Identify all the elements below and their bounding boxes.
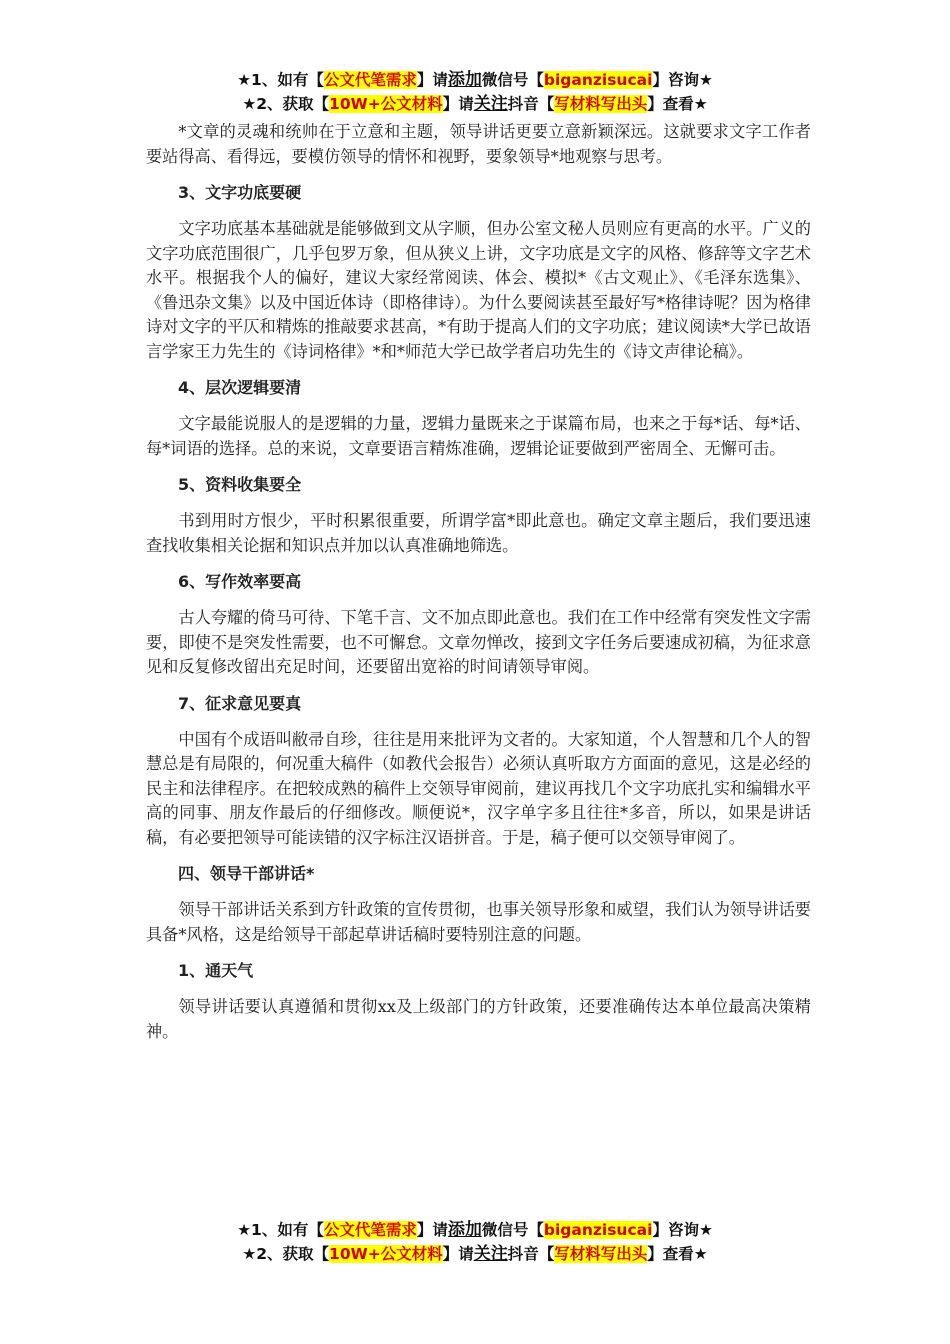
ad-highlight-service: 公文代笔需求	[323, 71, 417, 89]
ad-highlight-materials: 10W+公文材料	[329, 95, 443, 113]
ad-highlight-materials: 10W+公文材料	[329, 1245, 443, 1263]
ad-prefix: ★1、如有【	[237, 71, 324, 89]
intro-paragraph: *文章的灵魂和统帅在于立意和主题，领导讲话更要立意新颖深远。这就要求文字工作者要站得高、看得远，要模仿领导的情怀和视野，要象领导*地观察与思考。	[146, 122, 811, 166]
subsection-heading-1: 1、通天气	[178, 961, 254, 980]
section-paragraph-3: 文字功底基本基础就是能够做到文从字顺，但办公室文秘人员则应有更高的水平。广义的文字功底范围很广，几乎包罗万象，但从狭义上讲，文字功底是文字的风格、修辞等文字艺术水平。根据我个人的偏好，建议大家经常阅读、体会、模拟*《古文观止》、《毛泽东选集》、《鲁迅杂文集》以及中国近体诗（即格律诗）。为什么要阅读甚至最好写*格律诗呢？因为格律诗对文字的平仄和精炼的推敲要求甚高，*有助于提高人们的文字功底；建议阅读*大学已故语言学家王力先生的《诗词格律》*和*师范大学已故学者启功先生的《诗文声律论稿》。	[146, 219, 811, 361]
section-paragraph-6: 古人夸耀的倚马可待、下笔千言、文不加点即此意也。我们在工作中经常有突发性文字需要，即使不是突发性需要，也不可懈怠。文章勿惮改，接到文字任务后要速成初稿，为征求意见和反复修改留出充足时间，还要留出宽裕的时间请领导审阅。	[146, 608, 811, 676]
ad-suffix: 】查看★	[647, 95, 708, 113]
ad-prefix: ★2、获取【	[242, 1245, 330, 1263]
section-heading-4: 4、层次逻辑要清	[178, 378, 302, 397]
ad-prefix: ★1、如有【	[237, 1221, 324, 1239]
ad-suffix: 】咨询★	[652, 1221, 713, 1239]
section-heading-7: 7、征求意见要真	[178, 693, 302, 713]
ad-underlined-word: 关注	[473, 94, 508, 114]
section-heading-3: 3、文字功底要硬	[178, 183, 302, 202]
ad-suffix: 】咨询★	[652, 71, 713, 89]
ad-line-1-bottom	[0, 1218, 950, 1242]
ad-text: 抖音【	[507, 1245, 555, 1263]
ad-highlight-service: 公文代笔需求	[323, 1221, 417, 1239]
section-heading-6: 6、写作效率要高	[178, 572, 302, 591]
section-heading-5: 5、资料收集要全	[178, 475, 302, 494]
ad-highlight-wechat-id: biganzisucai	[543, 1221, 653, 1239]
document-body	[146, 120, 811, 1044]
ad-underlined-word: 添加	[447, 70, 482, 90]
ad-text: 】请	[442, 1245, 474, 1263]
chapter-paragraph-four: 领导干部讲话关系到方针政策的宣传贯彻，也事关领导形象和威望，我们认为领导讲话要具备*风格，这是给领导干部起草讲话稿时要特别注意的问题。	[146, 900, 811, 944]
ad-highlight-douyin-id: 写材料写出头	[554, 1245, 648, 1263]
ad-highlight-wechat-id: biganzisucai	[543, 71, 653, 89]
ad-line-2-top	[0, 92, 950, 116]
ad-text: 抖音【	[507, 95, 555, 113]
ad-text: 】请	[416, 71, 448, 89]
ad-prefix: ★2、获取【	[242, 95, 330, 113]
ad-text: 微信号【	[481, 71, 544, 89]
section-paragraph-5: 书到用时方恨少，平时积累很重要，所谓学富*即此意也。确定文章主题后，我们要迅速查找收集相关论据和知识点并加以认真准确地筛选。	[146, 511, 811, 555]
ad-highlight-douyin-id: 写材料写出头	[554, 95, 648, 113]
ad-text: 】请	[416, 1221, 448, 1239]
ad-suffix: 】查看★	[647, 1245, 708, 1263]
ad-underlined-word: 添加	[447, 1220, 482, 1240]
ad-line-2-bottom	[0, 1242, 950, 1266]
ad-text: 微信号【	[481, 1221, 544, 1239]
subsection-paragraph-1: 领导讲话要认真遵循和贯彻xx及上级部门的方针政策，还要准确传达本单位最高决策精神。	[146, 997, 811, 1041]
section-paragraph-4: 文字最能说服人的是逻辑的力量，逻辑力量既来之于谋篇布局，也来之于每*话、每*话、每*词语的选择。总的来说，文章要语言精炼准确，逻辑论证要做到严密周全、无懈可击。	[146, 414, 811, 458]
section-paragraph-7: 中国有个成语叫敝帚自珍，往往是用来批评为文者的。大家知道，个人智慧和几个人的智慧总是有局限的，何况重大稿件（如教代会报告）必须认真听取方方面面的意见，这是必经的民主和法律程序。在把较成熟的稿件上交领导审阅前，建议再找几个文字功底扎实和编辑水平高的同事、朋友作最后的仔细修改。顺便说*，汉字单字多且往往*多音，所以，如果是讲话稿，有必要把领导可能读错的汉字标注汉语拼音。于是，稿子便可以交领导审阅了。	[146, 729, 811, 847]
chapter-heading-four: 四、领导干部讲话*	[178, 864, 315, 883]
ad-line-1-top	[0, 68, 950, 92]
ad-text: 】请	[442, 95, 474, 113]
ad-underlined-word: 关注	[473, 1244, 508, 1264]
